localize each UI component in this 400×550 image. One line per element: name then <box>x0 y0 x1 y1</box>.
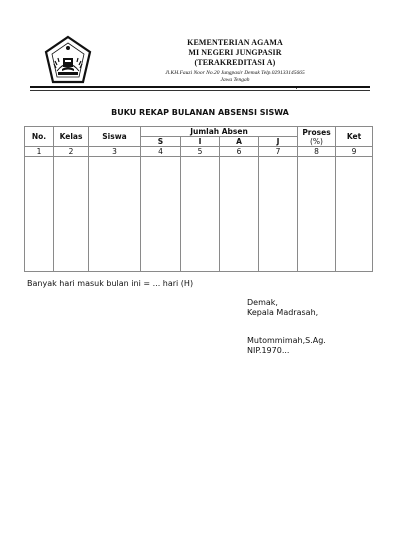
table-body-row <box>25 157 373 272</box>
column-number: 5 <box>181 147 220 157</box>
table-column-number-row <box>25 147 373 157</box>
subheader-j: J <box>259 137 298 147</box>
signature-nip: NIP.1970... <box>247 346 290 355</box>
school-days-note: Banyak hari masuk bulan ini = ... hari (H) <box>27 279 194 288</box>
table-header-row <box>25 127 373 137</box>
letterhead-address: Jl.KH.Fauzi Noor No.20 Jungpasir Demak Telp.029133145665 <box>165 70 305 76</box>
document-title: BUKU REKAP BULANAN ABSENSI SISWA <box>111 108 289 117</box>
column-number: 3 <box>89 147 141 157</box>
kemenag-logo <box>43 35 93 87</box>
table-cell <box>89 157 141 272</box>
table-cell <box>54 157 89 272</box>
letterhead-city: Jawa Tengah <box>220 77 250 83</box>
subheader-a: A <box>220 137 259 147</box>
signature-name: Mutommimah,S.Ag. <box>247 336 326 345</box>
column-number: 1 <box>25 147 54 157</box>
attendance-table <box>24 126 373 272</box>
table-cell <box>25 157 54 272</box>
header-siswa: Siswa <box>89 127 141 147</box>
header-proses-unit: (%) <box>310 136 323 146</box>
signature-position: Kepala Madrasah, <box>247 308 319 317</box>
subheader-i: I <box>181 137 220 147</box>
table-cell <box>298 157 336 272</box>
header-no: No. <box>25 127 54 147</box>
table-cell <box>141 157 181 272</box>
letterhead-school: MI NEGERI JUNGPASIR <box>188 48 282 57</box>
table-cell <box>181 157 220 272</box>
header-proses <box>298 127 336 147</box>
table-cell <box>259 157 298 272</box>
letterhead-accreditation: (TERAKREDITASI A) <box>194 58 276 67</box>
column-number: 6 <box>220 147 259 157</box>
column-number: 8 <box>298 147 336 157</box>
header-kelas: Kelas <box>54 127 89 147</box>
subheader-s: S <box>141 137 181 147</box>
header-proses-label: Proses <box>302 127 331 137</box>
table-cell <box>336 157 373 272</box>
header-jumlah-absen: Jumlah Absen <box>141 127 298 137</box>
stray-mark <box>296 88 297 89</box>
signature-place: Demak, <box>247 298 278 307</box>
letterhead-rule-thick <box>30 86 370 88</box>
letterhead-ministry: KEMENTERIAN AGAMA <box>187 38 283 47</box>
table-cell <box>220 157 259 272</box>
column-number: 2 <box>54 147 89 157</box>
header-ket: Ket <box>336 127 373 147</box>
letterhead-rule-thin <box>30 90 370 91</box>
column-number: 4 <box>141 147 181 157</box>
column-number: 9 <box>336 147 373 157</box>
column-number: 7 <box>259 147 298 157</box>
letterhead <box>130 38 340 84</box>
